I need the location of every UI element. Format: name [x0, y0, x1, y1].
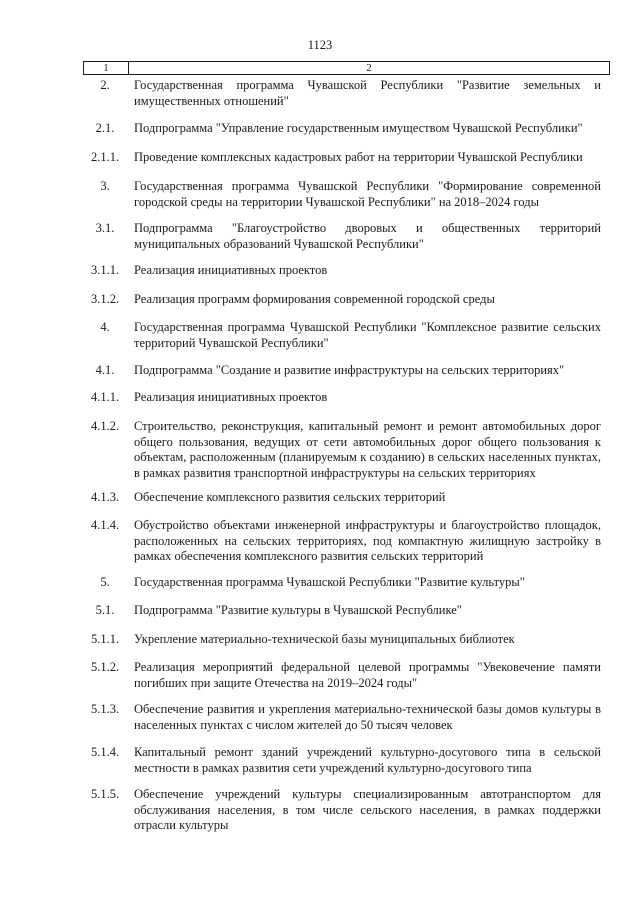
item-text: Государственная программа Чувашской Республики "Развитие земельных и имущественных отношений" [134, 78, 601, 108]
item-text: Реализация программ формирования современной городской среды [134, 292, 495, 306]
item-number: 5.1.5. [90, 787, 120, 801]
item-number: 2.1.1. [90, 150, 120, 164]
item-text: Строительство, реконструкция, капитальный ремонт и ремонт автомобильных дорог общего пользования, ведущих от сети автомобильных дорог общего пользования к объектам, расположенным (планируемым к созданию) в сельских населенных пунктах, в рамках развития транспортной инфраструктуры на сельских территориях [134, 419, 601, 480]
item-text: Реализация инициативных проектов [134, 390, 328, 404]
item-text: Государственная программа Чувашской Республики "Развитие культуры" [134, 575, 525, 589]
item-number: 4.1.4. [90, 518, 120, 532]
item-number: 5.1.2. [90, 660, 120, 674]
item-text: Проведение комплексных кадастровых работ на территории Чувашской Республики [134, 150, 583, 164]
item-text: Обустройство объектами инженерной инфраструктуры и благоустройство площадок, расположенных на сельских территориях, под компактную жилищную застройку в рамках обеспечения комплексного развития сельских территорий [134, 518, 601, 563]
item-number: 3. [100, 179, 110, 193]
item-text: Реализация инициативных проектов [134, 263, 328, 277]
item-text: Государственная программа Чувашской Республики "Комплексное развитие сельских территорий Чувашской Республики" [134, 320, 601, 350]
item-number: 5.1.3. [90, 702, 120, 716]
item-text: Государственная программа Чувашской Республики "Формирование современной городской среды на территории Чувашской Республики" на 2018–2024 годы [134, 179, 601, 209]
item-number: 5. [100, 575, 110, 589]
item-text: Реализация мероприятий федеральной целевой программы "Увековечение памяти погибших при защите Отечества на 2019–2024 годы" [134, 660, 601, 690]
item-text: Обеспечение комплексного развития сельских территорий [134, 490, 446, 504]
item-text: Укрепление материально-технической базы муниципальных библиотек [134, 632, 515, 646]
item-text: Обеспечение учреждений культуры специализированным автотранспортом для обслуживания населения, в том числе сельского населения, в рамках поддержки отрасли культуры [134, 787, 601, 832]
column-header-description: 2 [366, 62, 372, 74]
item-number: 3.1. [95, 221, 115, 235]
item-number: 4.1. [95, 363, 115, 377]
item-number: 2. [100, 78, 110, 92]
item-text: Капитальный ремонт зданий учреждений культурно-досугового типа в сельской местности в рамках развития сети учреждений культурно-досугового типа [134, 745, 601, 775]
item-text: Обеспечение развития и укрепления материально-технической базы домов культуры в населенных пунктах с числом жителей до 50 тысяч человек [134, 702, 601, 732]
item-number: 5.1.4. [90, 745, 120, 759]
item-number: 4.1.2. [90, 419, 120, 433]
item-number: 5.1. [95, 603, 115, 617]
item-text: Подпрограмма "Развитие культуры в Чувашской Республике" [134, 603, 462, 617]
item-number: 3.1.1. [90, 263, 120, 277]
item-text: Подпрограмма "Благоустройство дворовых и общественных территорий муниципальных образований Чувашской Республики" [134, 221, 601, 251]
item-text: Подпрограмма "Управление государственным имуществом Чувашской Республики" [134, 121, 583, 135]
column-header-number: 1 [84, 62, 129, 74]
column-header-row [83, 61, 610, 75]
item-number: 4.1.1. [90, 390, 120, 404]
item-text: Подпрограмма "Создание и развитие инфраструктуры на сельских территориях" [134, 363, 565, 377]
item-number: 4.1.3. [90, 490, 120, 504]
item-number: 4. [100, 320, 110, 334]
page-number: 1123 [307, 38, 333, 52]
item-number: 5.1.1. [90, 632, 120, 646]
item-number: 2.1. [95, 121, 115, 135]
item-number: 3.1.2. [90, 292, 120, 306]
